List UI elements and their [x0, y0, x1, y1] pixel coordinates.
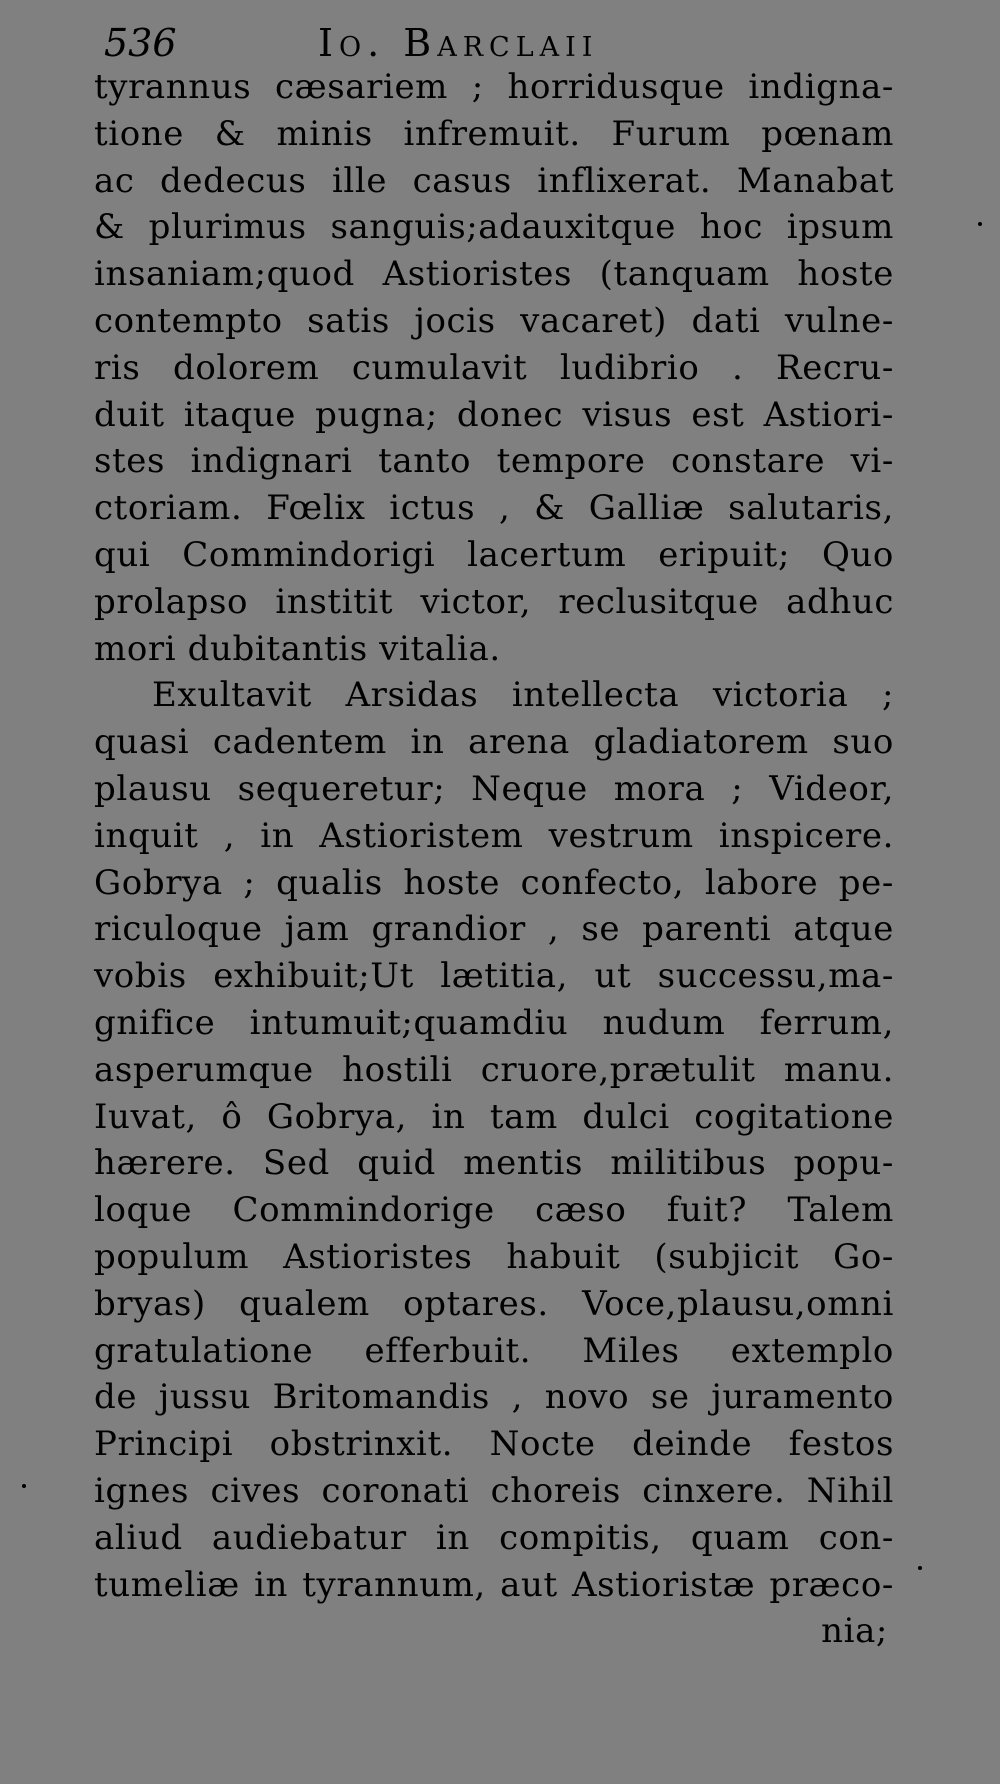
text-line: vobis exhibuit;Ut lætitia, ut successu,ma- [94, 956, 894, 997]
text-line-paragraph-end: mori dubitantis vitalia. [94, 628, 501, 669]
body-text [94, 64, 894, 1655]
text-line: duit itaque pugna; donec visus est Astiori- [94, 394, 894, 435]
text-line-paragraph-start: Exultavit Arsidas intellecta victoria ; [152, 675, 894, 716]
text-line: riculoque jam grandior , se parenti atque [94, 909, 894, 950]
text-line: populum Astioristes habuit (subjicit Go- [94, 1236, 894, 1277]
text-line: contempto satis jocis vacaret) dati vulne- [94, 300, 894, 341]
text-line: ignes cives coronati choreis cinxere. Nihil [94, 1470, 894, 1511]
ink-speck [918, 1566, 922, 1570]
page-header [98, 18, 898, 68]
text-line: ctoriam. Fœlix ictus , & Galliæ salutaris, [94, 488, 894, 529]
catchword: nia; [821, 1611, 888, 1652]
text-line: prolapso institit victor, reclusitque adhuc [94, 581, 894, 622]
text-line: Gobrya ; qualis hoste confecto, labore pe- [94, 862, 894, 903]
text-line: insaniam;quod Astioristes (tanquam hoste [94, 254, 894, 295]
ink-speck [978, 222, 982, 226]
text-line: de jussu Britomandis , novo se juramento [94, 1377, 894, 1418]
text-line: hærere. Sed quid mentis militibus popu- [94, 1143, 894, 1184]
text-line: & plurimus sanguis;adauxitque hoc ipsum [94, 207, 894, 248]
text-line: Iuvat, ô Gobrya, in tam dulci cogitatione [94, 1096, 894, 1137]
ink-speck [22, 1484, 26, 1488]
text-line: Principi obstrinxit. Nocte deinde festos [94, 1424, 894, 1465]
text-line: tione & minis infremuit. Furum pœnam [94, 113, 894, 154]
text-line: qui Commindorigi lacertum eripuit; Quo [94, 534, 894, 575]
page-number: 536 [104, 21, 177, 65]
text-line: quasi cadentem in arena gladiatorem suo [94, 722, 894, 763]
text-line: ris dolorem cumulavit ludibrio . Recru- [94, 347, 894, 388]
running-head: Io. Barclaii [318, 21, 599, 65]
text-line: inquit , in Astioristem vestrum inspicere. [94, 815, 894, 856]
text-line: gratulatione efferbuit. Miles extemplo [94, 1330, 894, 1371]
text-line: tumeliæ in tyrannum, aut Astioristæ præco- [94, 1564, 894, 1605]
text-line: stes indignari tanto tempore constare vi- [94, 441, 894, 482]
text-line: loque Commindorige cæso fuit? Talem [94, 1190, 894, 1231]
text-line: plausu sequeretur; Neque mora ; Videor, [94, 768, 894, 809]
text-line: tyrannus cæsariem ; horridusque indigna- [94, 67, 894, 107]
text-line: aliud audiebatur in compitis, quam con- [94, 1517, 894, 1558]
text-line: ac dedecus ille casus inflixerat. Manabat [94, 160, 894, 201]
text-line: asperumque hostili cruore,prætulit manu. [94, 1049, 894, 1090]
text-line: bryas) qualem optares. Voce,plausu,omni [94, 1283, 894, 1324]
text-line: gnifice intumuit;quamdiu nudum ferrum, [94, 1002, 894, 1043]
